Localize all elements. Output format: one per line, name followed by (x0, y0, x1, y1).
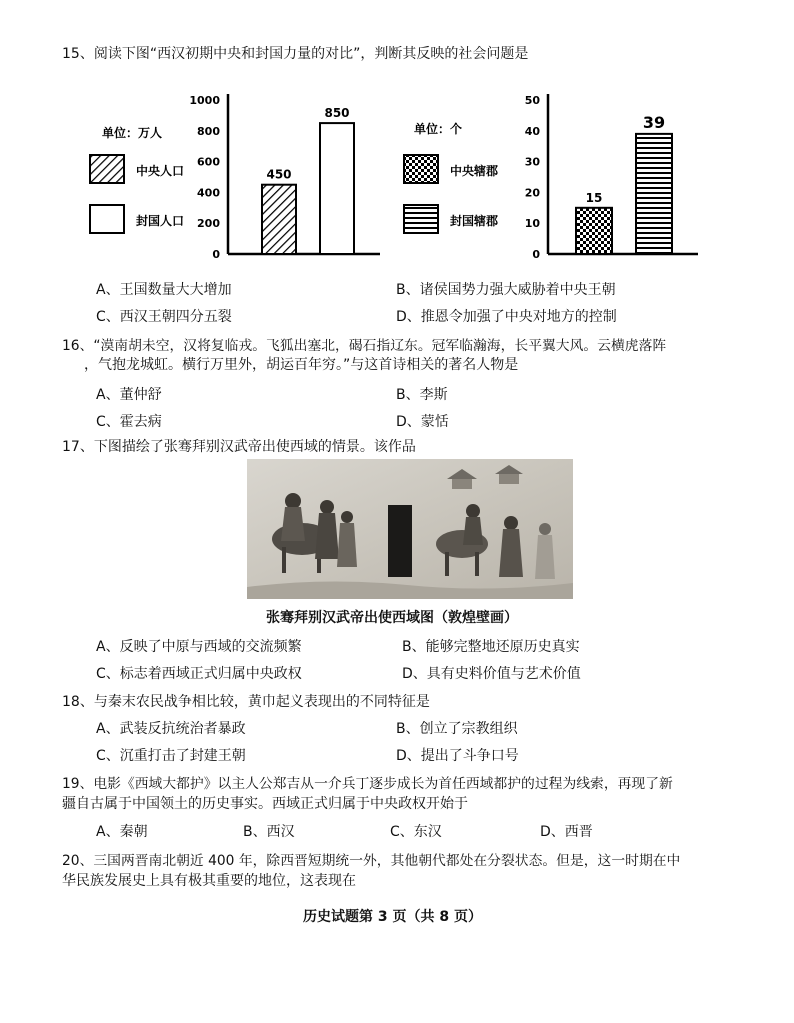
dunhuang-mural-image (247, 459, 573, 599)
y-tick-label: 600 (197, 155, 220, 169)
legend-swatch-fief-pop (90, 205, 124, 233)
q20-stem-line2: 华民族发展史上具有极其重要的地位，这表现在 (62, 873, 356, 889)
q18-option-b[interactable]: B、创立了宗教组织 (396, 721, 518, 737)
q16-stem-line2: ，气抱龙城虹。横行万里外，胡运百年穷。”与这首诗相关的著名人物是 (84, 357, 519, 373)
q15-option-b[interactable]: B、诸侯国势力强大威胁着中央王朝 (396, 282, 616, 298)
q17-option-d[interactable]: D、具有史料价值与艺术价值 (402, 666, 581, 682)
q17-stem: 17、下图描绘了张骞拜别汉武帝出使西域的情景。该作品 (62, 439, 416, 455)
q19-option-a[interactable]: A、秦朝 (96, 824, 148, 840)
q17-option-a[interactable]: A、反映了中原与西域的交流频繁 (96, 639, 302, 655)
q15-option-d[interactable]: D、推恩令加强了中央对地方的控制 (396, 309, 617, 325)
page-footer: 历史试题第 3 页（共 8 页） (303, 909, 482, 925)
bar-1 (320, 123, 354, 254)
y-tick-label: 0 (212, 248, 220, 261)
y-tick-label: 10 (524, 217, 540, 231)
q15-option-a[interactable]: A、王国数量大大增加 (96, 282, 232, 298)
unit-label: 单位：个 (414, 122, 463, 136)
legend-label-central-pop: 中央人口 (136, 164, 185, 178)
mural-caption: 张骞拜别汉武帝出使西域图（敦煌壁画） (266, 610, 518, 626)
legend-swatch-central-pop (90, 155, 124, 183)
q17-option-c[interactable]: C、标志着西域正式归属中央政权 (96, 666, 302, 682)
q16-stem-line1: 16、“漠南胡未空，汉将复临戎。飞狐出塞北，碣石指辽东。冠军临瀚海，长平翼大风。云横虎落阵 (62, 338, 667, 354)
legend-label-central-cmd: 中央辖郡 (450, 164, 499, 178)
q19-stem-line2: 疆自古属于中国领土的历史事实。西域正式归属于中央政权开始于 (62, 796, 468, 812)
q19-option-b[interactable]: B、西汉 (243, 824, 295, 840)
y-tick-label: 0 (532, 248, 540, 261)
q17-option-b[interactable]: B、能够完整地还原历史真实 (402, 639, 580, 655)
q16-option-b[interactable]: B、李斯 (396, 387, 448, 403)
q19-option-c[interactable]: C、东汉 (390, 824, 442, 840)
y-tick-label: 30 (524, 155, 540, 169)
population-chart (80, 82, 380, 272)
commandery-chart (400, 82, 710, 272)
y-tick-label: 20 (524, 186, 540, 200)
y-tick-label: 800 (197, 124, 220, 138)
q15-stem: 15、阅读下图“西汉初期中央和封国力量的对比”，判断其反映的社会问题是 (62, 46, 529, 62)
legend-swatch-fief-cmd (404, 205, 438, 233)
y-tick-label: 200 (197, 217, 220, 231)
q16-option-a[interactable]: A、董仲舒 (96, 387, 162, 403)
q19-option-d[interactable]: D、西晋 (540, 824, 593, 840)
q19-stem-line1: 19、电影《西域大都护》以主人公郑吉从一介兵丁逐步成长为首任西域都护的过程为线索，再现了新 (62, 776, 673, 792)
bar-value-label: 850 (324, 106, 350, 121)
q18-stem: 18、与秦末农民战争相比较，黄巾起义表现出的不同特征是 (62, 694, 430, 710)
bar-value-label: 450 (266, 167, 292, 182)
q20-stem-line1: 20、三国两晋南北朝近 400 年，除西晋短期统一外，其他朝代都处在分裂状态。但是，这一时期在中 (62, 853, 681, 869)
q18-option-a[interactable]: A、武装反抗统治者暴政 (96, 721, 246, 737)
legend-label-fief-cmd: 封国辖郡 (450, 214, 499, 228)
y-tick-label: 50 (524, 94, 540, 107)
bar-1 (636, 134, 672, 254)
y-tick-label: 1000 (189, 94, 220, 107)
q18-option-c[interactable]: C、沉重打击了封建王朝 (96, 748, 246, 764)
bar-0 (576, 208, 612, 254)
legend-label-fief-pop: 封国人口 (136, 214, 185, 228)
bar-0 (262, 185, 296, 254)
y-tick-label: 400 (197, 186, 220, 200)
q18-option-d[interactable]: D、提出了斗争口号 (396, 748, 519, 764)
unit-label: 单位：万人 (102, 126, 163, 140)
q16-option-c[interactable]: C、霍去病 (96, 414, 162, 430)
q15-option-c[interactable]: C、西汉王朝四分五裂 (96, 309, 232, 325)
q16-option-d[interactable]: D、蒙恬 (396, 414, 449, 430)
legend-swatch-central-cmd (404, 155, 438, 183)
bar-value-label: 39 (642, 112, 666, 132)
y-tick-label: 40 (524, 124, 540, 138)
bar-value-label: 15 (585, 190, 603, 205)
